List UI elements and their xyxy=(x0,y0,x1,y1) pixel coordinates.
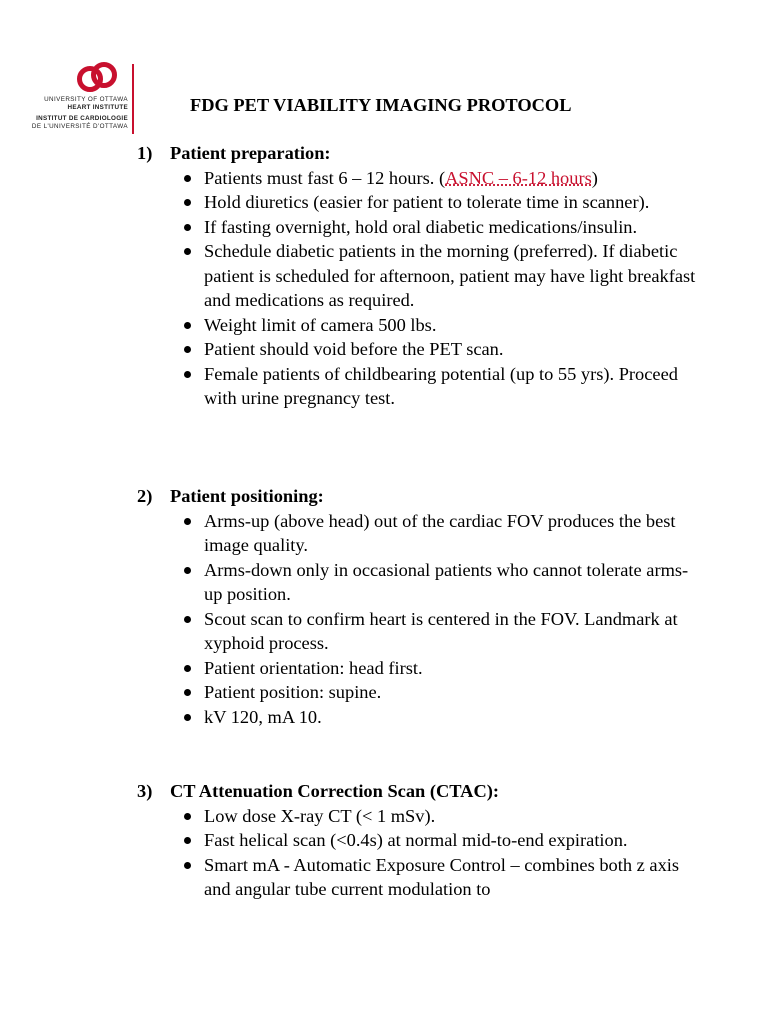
list-item: Schedule diabetic patients in the morning (preferred). If diabetic patient is scheduled for afternoon, patient may have light breakfast and medications as required. xyxy=(204,239,697,313)
section-number: 2) xyxy=(137,486,153,506)
list-item: Patient should void before the PET scan. xyxy=(204,337,697,362)
bullet-icon xyxy=(184,224,191,231)
logo-line: INSTITUT DE CARDIOLOGIE xyxy=(36,115,128,122)
list-item: If fasting overnight, hold oral diabetic medications/insulin. xyxy=(204,215,697,240)
list-item: Patient position: supine. xyxy=(204,680,697,705)
list-item: Arms-down only in occasional patients who cannot tolerate arms-up position. xyxy=(204,558,697,607)
list-item: Fast helical scan (<0.4s) at normal mid-to-end expiration. xyxy=(204,828,697,853)
list-item: Low dose X-ray CT (< 1 mSv). xyxy=(204,804,697,829)
list-item: Patients must fast 6 – 12 hours. (ASNC – 6-12 hours) xyxy=(204,166,697,191)
bullet-icon xyxy=(184,689,191,696)
list-item: Female patients of childbearing potential (up to 55 yrs). Proceed with urine pregnancy test. xyxy=(204,362,697,411)
bullet-icon xyxy=(184,199,191,206)
bullet-icon xyxy=(184,837,191,844)
bullet-icon xyxy=(184,714,191,721)
list-item: Smart mA - Automatic Exposure Control – combines both z axis and angular tube current modulation to xyxy=(204,853,697,902)
section-patient-positioning xyxy=(137,484,697,729)
bullet-icon xyxy=(184,862,191,869)
bullet-list xyxy=(137,509,697,730)
bullet-list xyxy=(137,804,697,902)
page-title: FDG PET VIABILITY IMAGING PROTOCOL xyxy=(190,95,572,115)
bullet-icon xyxy=(184,567,191,574)
bullet-icon xyxy=(184,322,191,329)
list-item: Hold diuretics (easier for patient to tolerate time in scanner). xyxy=(204,190,697,215)
bullet-icon xyxy=(184,371,191,378)
section-title: Patient preparation: xyxy=(170,143,331,163)
section-number: 3) xyxy=(137,781,153,801)
section-number: 1) xyxy=(137,143,153,163)
list-item: Arms-up (above head) out of the cardiac FOV produces the best image quality. xyxy=(204,509,697,558)
bullet-icon xyxy=(184,175,191,182)
bullet-icon xyxy=(184,248,191,255)
section-title: Patient positioning: xyxy=(170,486,324,506)
bullet-icon xyxy=(184,518,191,525)
bullet-icon xyxy=(184,346,191,353)
section-heading xyxy=(137,141,697,166)
section-ctac-scan xyxy=(137,779,697,902)
logo-line: UNIVERSITY OF OTTAWA xyxy=(44,96,128,103)
list-item: Weight limit of camera 500 lbs. xyxy=(204,313,697,338)
logo-wordmark xyxy=(24,96,128,131)
bullet-icon xyxy=(184,665,191,672)
logo-line: DE L'UNIVERSITÉ D'OTTAWA xyxy=(31,123,128,130)
section-title: CT Attenuation Correction Scan (CTAC): xyxy=(170,781,499,801)
list-item: Scout scan to confirm heart is centered in the FOV. Landmark at xyphoid process. xyxy=(204,607,697,656)
section-heading xyxy=(137,484,697,509)
logo-line: HEART INSTITUTE xyxy=(67,104,128,111)
institute-logo xyxy=(24,62,136,136)
section-patient-preparation xyxy=(137,141,697,411)
list-item: Patient orientation: head first. xyxy=(204,656,697,681)
bullet-icon xyxy=(184,616,191,623)
bullet-list xyxy=(137,166,697,411)
list-item: kV 120, mA 10. xyxy=(204,705,697,730)
bullet-icon xyxy=(184,813,191,820)
heart-logo-icon xyxy=(76,62,120,96)
section-heading xyxy=(137,779,697,804)
logo-divider xyxy=(132,64,134,134)
asnc-highlight: ASNC – 6-12 hours xyxy=(445,167,592,188)
